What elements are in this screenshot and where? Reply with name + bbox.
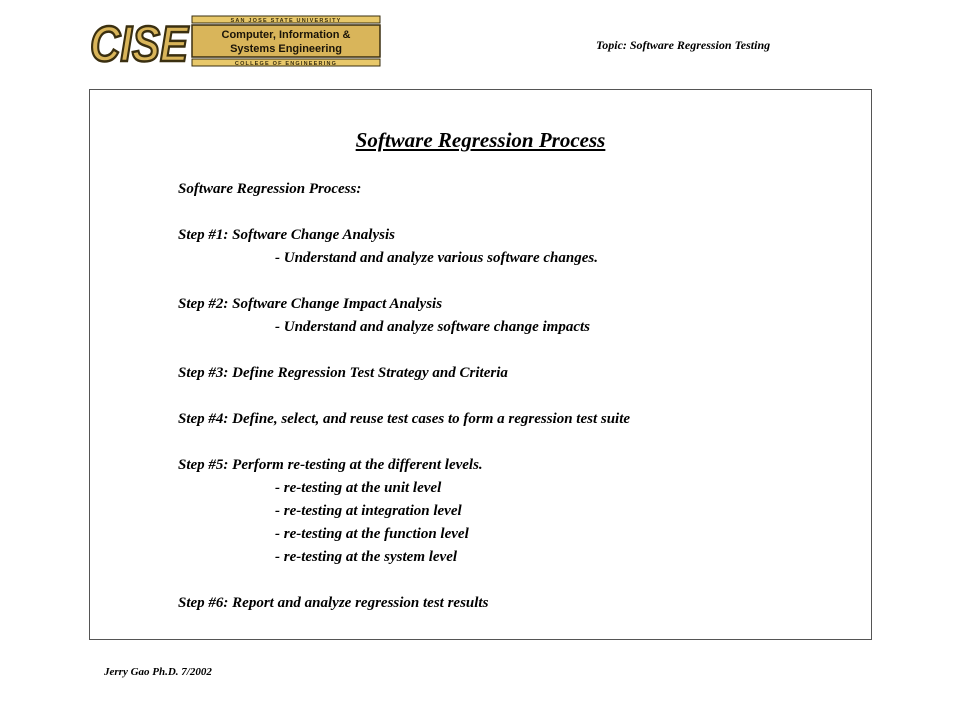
step1-heading: Step #1: Software Change Analysis <box>178 227 395 243</box>
slide-content <box>178 178 630 615</box>
step5-detail-system: - re-testing at the system level <box>275 549 458 565</box>
logo-college: COLLEGE OF ENGINEERING <box>234 61 338 67</box>
step6-heading: Step #6: Report and analyze regression test results <box>178 595 489 611</box>
footer-author: Jerry Gao Ph.D. 7/2002 <box>104 666 212 678</box>
slide-title: Software Regression Process <box>355 128 606 152</box>
slide-frame <box>89 89 872 640</box>
step3-heading: Step #3: Define Regression Test Strategy and Criteria <box>178 365 508 381</box>
step5-detail-function: - re-testing at the function level <box>275 526 469 542</box>
step2-heading: Step #2: Software Change Impact Analysis <box>178 296 443 312</box>
step5-detail-integration: - re-testing at integration level <box>275 503 462 519</box>
logo-department-line1: Computer, Information & <box>221 29 351 41</box>
step2-detail: - Understand and analyze software change impacts <box>275 319 591 335</box>
step5-detail-unit: - re-testing at the unit level <box>275 480 442 496</box>
cise-logo <box>88 14 382 68</box>
topic-label: Topic: Software Regression Testing <box>596 38 771 52</box>
step1-detail: - Understand and analyze various software changes. <box>275 250 598 266</box>
logo-department-line2: Systems Engineering <box>230 43 342 55</box>
intro-line: Software Regression Process: <box>178 181 362 197</box>
logo-university: SAN JOSE STATE UNIVERSITY <box>230 18 342 24</box>
step4-heading: Step #4: Define, select, and reuse test cases to form a regression test suite <box>178 411 631 427</box>
logo-letters: CISE <box>90 16 190 68</box>
step5-heading: Step #5: Perform re-testing at the different levels. <box>178 457 483 473</box>
